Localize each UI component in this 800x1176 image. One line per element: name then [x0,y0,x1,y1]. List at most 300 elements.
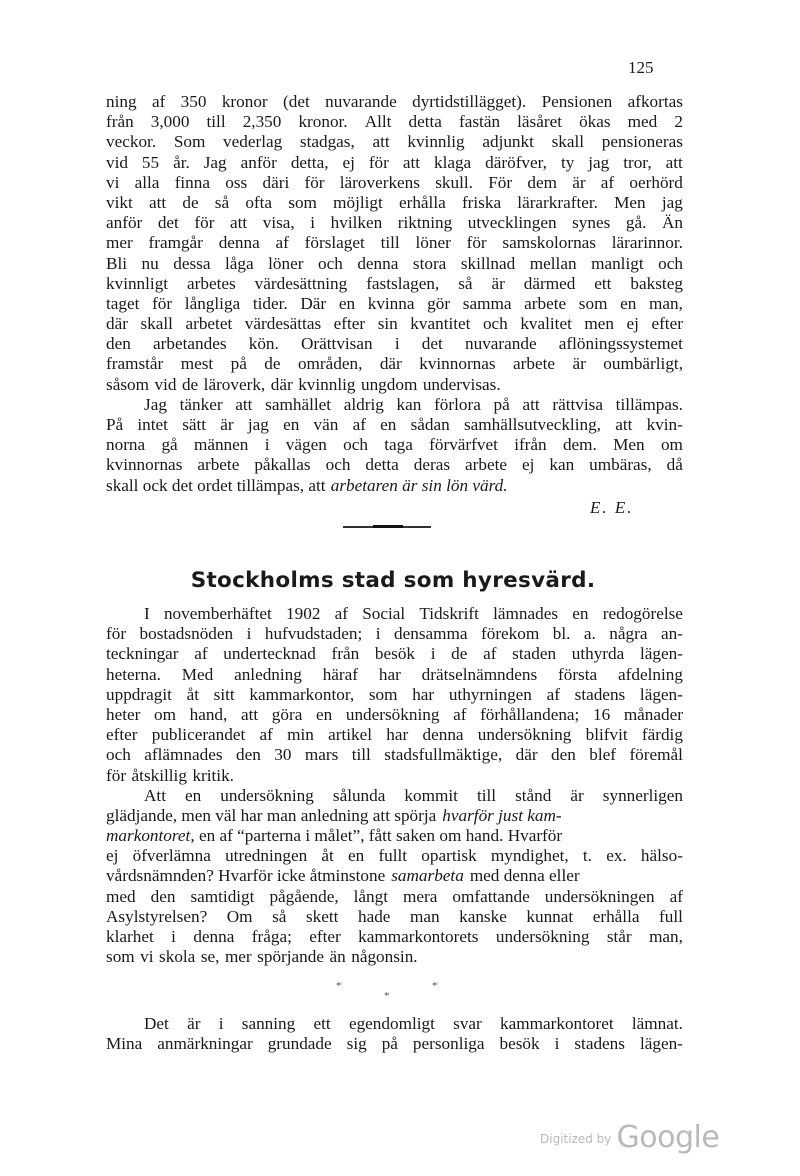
word: arbete [197,455,240,475]
word: men [584,314,614,334]
word: de [181,374,199,394]
word: läroverkens [339,172,420,192]
text-line [106,846,683,866]
word: hand, [189,704,228,724]
word: Jag [203,152,227,172]
asterisk: * [384,990,390,1002]
word: kunnat [526,906,574,926]
word: man, [649,927,683,946]
word: 350 [180,92,207,111]
word: möjligt [333,192,383,212]
word: uppdragit [106,684,172,704]
word: stånd [515,785,552,805]
word: de [451,644,468,664]
word: för [106,765,127,785]
word: ej [521,455,535,475]
word: ofta [245,192,273,212]
word: gå. [625,213,647,233]
word: år. [173,152,190,172]
word: Om [226,906,253,926]
word: färdig [641,725,683,745]
text-line-with-emphasis [106,866,683,886]
word: För [488,172,513,192]
word: besök [374,644,416,664]
word: arbetet [185,314,233,334]
word: full [659,906,683,926]
word: hufvudstaden; [264,624,363,644]
word: aflöningssystemet [558,334,683,354]
text-line [106,947,683,967]
asterisk: * [432,980,438,992]
word: af [483,644,497,664]
word: dessa [173,253,211,273]
word: den [235,745,261,765]
word: då [666,455,683,475]
word: egendomligt [348,1014,435,1033]
word: så [214,192,230,212]
text-line [106,685,683,705]
word: arbete [465,455,507,475]
word: låga [224,253,254,273]
word: i [218,1014,224,1033]
word: fastslagen, [366,273,440,293]
word: är [220,415,234,434]
word: nu [141,253,159,273]
word: för [466,233,487,253]
text-line-with-emphasis [106,476,683,496]
word: norna [106,435,146,455]
word: ex. [606,846,627,866]
word: med [627,112,658,132]
text-line [106,665,683,685]
word: af [546,684,560,704]
text-line [106,745,683,765]
word: och [482,314,508,334]
word: framgår [148,233,203,253]
word: kammarkontor, [249,684,355,704]
word: påkallas [254,455,311,475]
text-line [106,354,683,374]
word: pågående, [269,886,339,906]
text-line [106,92,683,112]
emphasis-text: arbetaren är sin lön värd. [330,475,508,495]
word: kvinna [367,293,415,313]
word: Med [181,664,214,684]
word: sanning [241,1014,296,1033]
word: myndighet, [490,846,569,866]
word: för [304,172,325,192]
word: områden, [297,354,363,374]
word: 2 [674,112,683,132]
word: besök [499,1034,540,1054]
word: att [235,394,253,414]
word: detta [365,455,399,475]
word: publicerandet [151,725,246,745]
word: kronor. [298,112,348,132]
word: åt [186,684,199,704]
word: kvinnornas [106,455,183,475]
word: som [288,192,317,212]
word: arbete [524,293,567,313]
word: lägen- [639,644,683,664]
word: undersökning [477,725,572,745]
word: redogörelse [602,604,683,623]
text-line [106,786,683,806]
digitized-by-label: Digitized by [540,1132,612,1146]
word: klaga [433,152,472,172]
word: samma [462,293,512,313]
word: den [551,745,576,765]
text-segment: med denna eller [469,866,580,886]
word: häraf [322,664,359,684]
text-line [106,213,683,233]
word: till [351,745,371,765]
word: tillämpas. [615,394,683,414]
word: vän [313,415,339,434]
word: löner [415,233,451,253]
word: stora [412,253,447,273]
word: undersökningen [544,886,655,906]
word: novemberhäftet [163,604,272,623]
word: af [259,725,273,745]
word: af [275,233,289,253]
word: har [378,664,401,684]
word: riktning [397,213,453,233]
word: så [272,906,287,926]
word: hade [357,906,391,926]
word: hvilken [330,213,383,233]
word: skall [551,132,585,152]
word: Social [362,604,406,623]
word: kronor [221,92,268,111]
word: dem [527,172,557,192]
text-line [106,455,683,475]
word: (det [283,92,310,111]
word: nuvarande [465,334,537,354]
word: är [570,785,584,805]
word: vid [154,374,177,394]
word: kanske [459,906,507,926]
word: i [310,213,316,233]
word: och [325,455,351,475]
word: bl. [552,624,571,644]
word: förvärfvet [429,435,498,455]
word: Tidskrift [419,604,479,623]
word: åt [321,846,334,866]
word: samskolornas [502,233,596,253]
word: lämnat. [631,1014,683,1033]
word: någonsin. [351,947,418,967]
word: och [343,435,368,455]
word: vi [106,172,120,192]
word: samtidigt [190,886,255,906]
word: arbete [513,354,556,374]
word: drätselnämndens [421,664,538,684]
word: har [412,684,435,704]
article-text-block-3 [106,1014,683,1054]
word: samhället [265,394,332,414]
word: ökas [579,112,611,132]
word: baksteg [630,273,683,293]
word: aldrig [343,394,384,414]
word: samhällsutveckling, [463,415,601,434]
word: alla [134,172,160,192]
word: erhålla [592,906,640,926]
text-line [106,887,683,907]
digitization-watermark [540,1120,719,1155]
word: denna [357,253,399,273]
word: anledning [234,664,302,684]
word: Än [661,213,683,233]
word: kön. [248,334,279,354]
word: af [352,415,366,434]
word: gör [427,293,451,313]
word: synes [572,213,611,233]
word: läroverk, [203,374,266,394]
word: är [187,1014,201,1033]
word: På [106,415,124,434]
word: däröfver, [485,152,547,172]
word: Allt [364,112,392,132]
word: värdesättning [254,273,348,293]
word: undersökning [495,927,590,946]
word: denna [218,233,260,253]
word: att [665,152,683,172]
word: såsom [106,374,149,394]
word: att [402,152,421,172]
word: Att [144,785,166,805]
word: anför [106,213,143,233]
word: arbetes [187,273,236,293]
word: långliga [184,293,241,313]
word: mer [224,947,252,967]
word: fråga; [251,927,292,946]
word: 3,000 [150,112,190,132]
word: göra [271,704,303,724]
word: ej [106,846,119,866]
text-line [106,644,683,664]
word: för [368,152,389,172]
word: stadens [574,1034,625,1054]
emphasis-text: markontoret [106,826,191,846]
word: ett [594,273,612,293]
word: skall [140,314,173,334]
word: tror, [623,152,652,172]
word: oerhörd [629,172,683,192]
word: det [421,334,443,354]
word: blifvit [585,725,628,745]
word: utvecklingen [467,213,557,233]
word: förekom [481,624,540,644]
word: 1902 [286,604,321,623]
word: af [151,92,166,111]
asterisk: * [336,980,342,992]
word: så [458,273,473,293]
word: som [106,947,135,967]
word: Men [614,192,646,212]
word: Där [300,293,327,313]
article-heading: Stockholms stad som hyresvärd. [190,568,596,593]
word: kvalitet [520,314,572,334]
text-line [106,604,683,624]
word: afdelning [618,664,683,684]
word: opartisk [421,846,477,866]
word: 2,350 [242,112,282,132]
word: mellan [529,253,577,273]
word: sätt [182,415,207,434]
word: om [154,704,176,724]
word: än [329,947,346,967]
word: kvantitet [410,314,471,334]
text-line [106,193,683,213]
text-line [106,254,683,274]
word: af [669,886,683,906]
word: taget [106,293,140,313]
word: oss [225,172,248,192]
word: i [554,1034,560,1054]
text-line [106,1034,683,1054]
word: en [283,415,300,434]
word: Jag [144,394,167,414]
emphasis-text: hvarför just kam- [442,805,562,825]
text-line [106,153,683,173]
word: kvin- [646,415,683,434]
word: att [148,192,167,212]
author-signature: E. E. [590,498,634,517]
word: kvinnlig [298,374,356,394]
text-line [106,705,683,725]
word: teckningar [106,644,179,664]
word: att [522,394,540,414]
word: taga [384,435,413,455]
word: hälso- [640,846,683,866]
word: värdesättas [244,314,322,334]
word: undervisas. [422,374,501,394]
word: läsåret [517,112,562,132]
word: ifrån [514,435,547,455]
article-text-block-1 [106,92,683,496]
word: undertecknad [223,644,316,664]
word: med [106,886,136,906]
word: grundade [267,1034,332,1054]
text-line [106,173,683,193]
text-line [106,294,683,314]
text-segment: , en af “parterna i målet”, fått saken om hand. Hvarför [190,826,563,846]
word: mars [304,745,339,765]
word: stadgas, [299,132,355,152]
word: vid [106,152,128,172]
word: Men [613,435,645,455]
word: Mina [106,1034,143,1054]
word: männen [193,435,249,455]
word: ty [560,152,575,172]
word: sin [377,314,398,334]
word: efter [651,314,683,334]
word: kritik. [192,765,234,785]
word: öfverlämna [132,846,211,866]
word: friska [461,192,502,212]
text-line [106,314,683,334]
word: efter [106,725,138,745]
word: omfattande [452,886,530,906]
word: och [106,745,131,765]
word: är [572,354,586,374]
word: efter [333,314,366,334]
word: en [348,846,365,866]
word: i [171,927,176,946]
word: i [430,644,436,664]
word: anmärkningar [157,1034,253,1054]
word: erhålla [398,192,446,212]
word: t. [582,846,592,866]
section-break-asterisks [336,976,446,1004]
text-segment: vårdsnämnden? Hvarför icke åtminstone [106,866,386,886]
word: däri [262,172,290,192]
word: finna [174,172,211,192]
page-number: 125 [628,58,654,77]
word: och [317,253,343,273]
word: den [150,886,176,906]
word: jag [661,192,683,212]
text-line [106,624,683,644]
word: Som [173,132,206,152]
word: en [620,293,637,313]
word: Det [144,1014,169,1033]
word: där [106,314,128,334]
word: står [606,927,632,946]
word: efter [309,927,341,946]
text-segment: glädjande, men väl har man anledning att spörja [106,805,437,825]
word: kvinnligt [106,273,169,293]
word: kammarkontoret [500,1014,614,1033]
word: från [331,644,360,664]
word: manligt [591,253,644,273]
word: en [380,415,397,434]
word: föremål [629,745,683,765]
text-line [106,907,683,927]
word: arbetandes [153,334,227,354]
word: blef [589,745,616,765]
word: personliga [412,1034,485,1054]
word: rättvisa [552,394,603,414]
word: i [394,334,400,354]
word: från [106,112,134,132]
word: förlora [434,394,481,414]
text-segment: skall ock det ordet tillämpas, att [106,475,326,495]
text-line [106,274,683,294]
word: svar [453,1014,482,1033]
word: ning [106,92,137,111]
word: i [375,624,381,644]
word: om [660,435,683,455]
word: stadens [574,684,626,704]
text-line-with-emphasis [106,806,683,826]
word: för [152,293,173,313]
word: den [106,334,131,354]
word: och [658,253,683,273]
word: afkortas [627,92,683,111]
word: i [264,435,270,455]
word: dem. [562,435,597,455]
word: är [491,273,505,293]
word: löner [268,253,304,273]
word: veckor. [106,132,157,152]
word: tider. [252,293,288,313]
word: pensioneras [601,132,683,152]
word: att [240,704,259,724]
word: aflämnades [144,745,223,765]
word: för [106,624,127,644]
